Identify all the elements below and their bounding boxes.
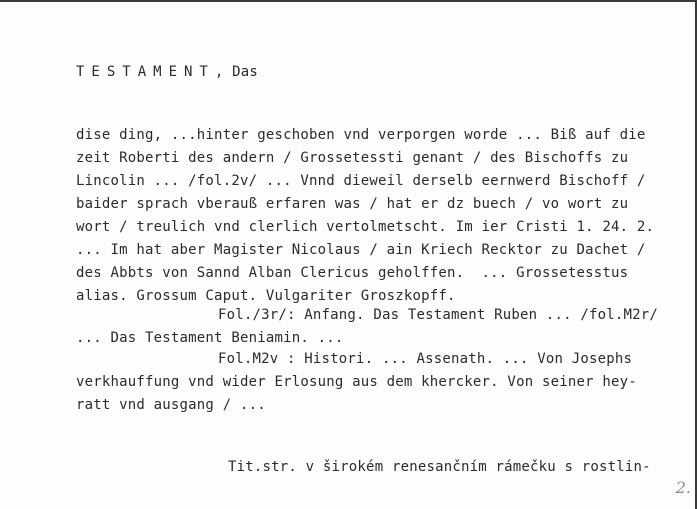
page-number-mark: 2. <box>675 478 691 497</box>
text-line: dise ding, ...hinter geschoben vnd verporgen worde ... Biß auf die <box>76 127 646 143</box>
text-line: des Abbts von Sannd Alban Clericus geholffen. ... Grossetesstus <box>76 265 629 281</box>
entry-title: TESTAMENT <box>76 64 215 80</box>
text-line: Lincolin ... /fol.2v/ ... Vnnd dieweil derselb eernwerd Bischoff / <box>76 173 646 189</box>
text-line: alias. Grossum Caput. Vulgariter Groszkopff. <box>76 288 456 304</box>
entry-heading <box>76 64 258 80</box>
text-line: baider sprach vberauß erfaren was / hat er dz buech / vo wort zu <box>76 196 629 212</box>
entry-title-suffix: , Das <box>214 64 259 80</box>
folio-3r-line: Fol./3r/: Anfang. Das Testament Ruben ... /fol.M2r/ <box>218 307 659 323</box>
card-top-border <box>0 0 697 2</box>
title-page-note: Tit.str. v širokém renesančním rámečku s rostlin- <box>228 459 651 475</box>
text-line: ... Im hat aber Magister Nicolaus / ain Kriech Recktor zu Dachet / <box>76 242 646 258</box>
folio-3r-line: ... Das Testament Beniamin. ... <box>76 330 344 346</box>
folio-m2v-line: Fol.M2v : Histori. ... Assenath. ... Von Josephs <box>218 351 633 367</box>
folio-m2v-line: verkhauffung vnd wider Erlosung aus dem khercker. Von seiner hey- <box>76 374 637 390</box>
text-line: zeit Roberti des andern / Grossetessti genant / des Bischoffs zu <box>76 150 629 166</box>
folio-m2v-line: ratt vnd ausgang / ... <box>76 397 266 413</box>
text-line: wort / treulich vnd clerlich vertolmetscht. Im ier Cristi 1. 24. 2. <box>76 219 655 235</box>
